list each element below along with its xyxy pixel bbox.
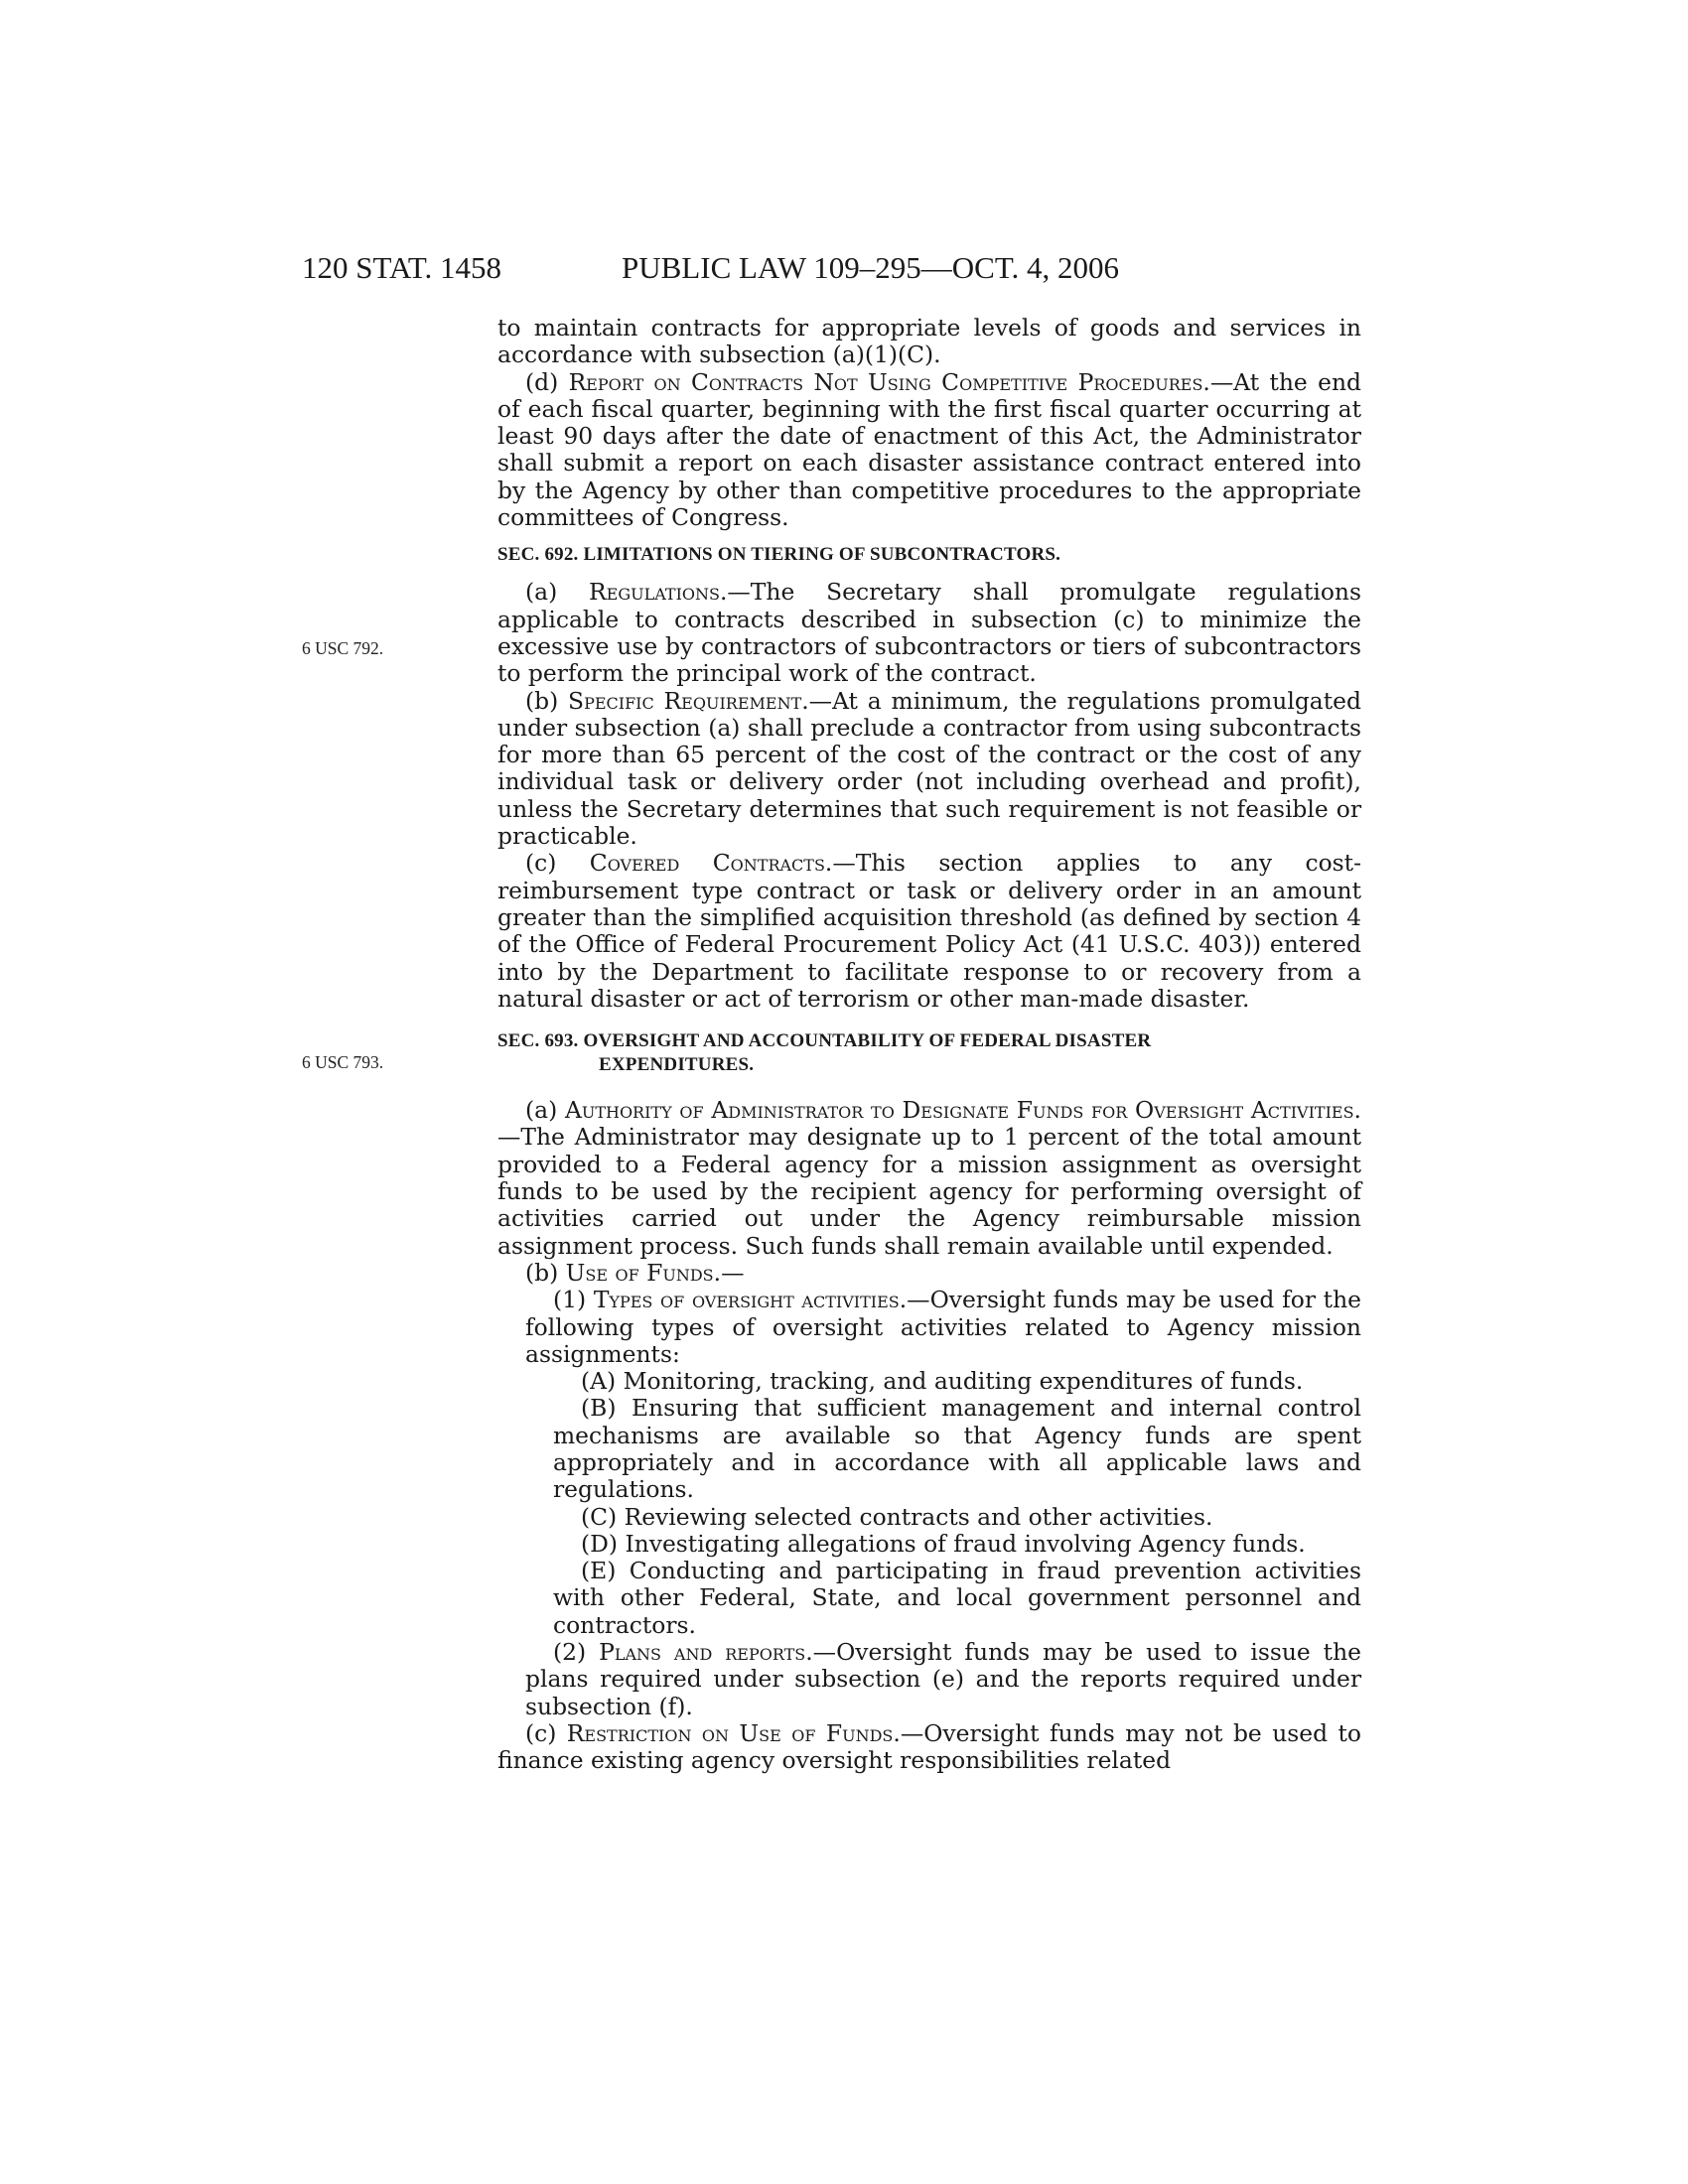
subparagraph-E: (E) Conducting and participating in fraud prevention activities with other Federal, State, and local government personnel and contractors. <box>553 1557 1361 1639</box>
margin-note-sec-693: 6 USC 793. <box>302 1052 384 1072</box>
subsection-marker: (d) <box>525 367 569 396</box>
subsection-d <box>497 369 1361 532</box>
paragraph-heading: Types of oversight activities. <box>593 1286 908 1314</box>
sec693-subsection-c <box>497 1720 1361 1775</box>
subparagraph-C: (C) Reviewing selected contracts and other activities. <box>581 1502 1213 1531</box>
paragraph-heading: Plans and reports. <box>599 1638 813 1667</box>
subsection-marker: (c) <box>525 1718 567 1747</box>
subsection-heading: Restriction on Use of Funds. <box>566 1718 901 1747</box>
section-692-heading: SEC. 692. LIMITATIONS ON TIERING OF SUBCONTRACTORS. <box>497 544 1061 566</box>
subsection-heading: Authority of Administrator to Designate Funds for Oversight Activities. <box>564 1096 1361 1125</box>
paragraph-marker: (1) <box>553 1286 594 1314</box>
subsection-marker: (a) <box>525 578 590 607</box>
subparagraph-B: (B) Ensuring that sufficient management and internal control mechanisms are available so that Agency funds are spent appropriately and in accordance with all applicable laws and regulations. <box>553 1394 1361 1504</box>
subsection-heading: Use of Funds. <box>565 1258 722 1287</box>
subsection-heading: Report on Contracts Not Using Competitive Procedures. <box>568 367 1210 396</box>
subsection-heading: Specific Requirement. <box>568 686 809 715</box>
sec693-subsection-b <box>497 1260 1361 1287</box>
sec692-subsection-a <box>497 579 1361 687</box>
margin-note-sec-692: 6 USC 792. <box>302 638 384 658</box>
subsection-heading: Regulations. <box>589 578 728 607</box>
stat-reference: 120 STAT. 1458 <box>302 250 502 285</box>
sec692-subsection-c <box>497 850 1361 1013</box>
paragraph-marker: (2) <box>553 1638 600 1667</box>
subsection-text: —The Secretary shall promulgate regulations applicable to contracts described in subsection (c) to minimize the excessive use by contractors of subcontractors or tiers of subcontractors to perform the principal work of the contract. <box>497 578 1361 688</box>
statute-body <box>497 315 1361 1775</box>
subsection-marker: (c) <box>525 849 590 878</box>
subsection-text: —At the end of each fiscal quarter, beginning with the first fiscal quarter occurring at least 90 days after the date of enactment of this Act, the Administrator shall submit a report on each disaster assistance contract entered into by the Agency by other than competitive procedures to the appropriate committees of Congress. <box>497 367 1361 532</box>
subsection-text: — <box>721 1258 745 1287</box>
subparagraph-A: (A) Monitoring, tracking, and auditing expenditures of funds. <box>581 1367 1304 1396</box>
paragraph-text: —Oversight funds may be used for the following types of oversight activities related to Agency mission assignments: <box>525 1286 1361 1368</box>
subsection-marker: (a) <box>525 1096 565 1125</box>
subsection-marker: (b) <box>525 686 569 715</box>
subsection-heading: Covered Contracts. <box>589 849 833 878</box>
paragraph-b1 <box>497 1287 1361 1368</box>
subsection-text: —At a minimum, the regulations promulgated under subsection (a) shall preclude a contractor from using subcontracts for more than 65 percent of the cost of the contract or the cost of any individual task or delivery order (not including overhead and profit), unless the Secretary determines that such requirement is not feasible or practicable. <box>497 686 1361 851</box>
subsection-text: —This section applies to any cost-reimbursement type contract or task or delivery order in an amount greater than the simplified acquisition threshold (as defined by section 4 of the Office of Federal Procurement Policy Act (41 U.S.C. 403)) entered into by the Department to facilitate response to or recovery from a natural disaster or act of terrorism or other man-made disaster. <box>497 849 1361 1013</box>
paragraph-text: —Oversight funds may be used to issue the plans required under subsection (e) and the reports required under subsection (f). <box>525 1638 1361 1720</box>
subsection-text: —Oversight funds may not be used to finance existing agency oversight responsibilities related <box>497 1718 1362 1775</box>
subparagraph-D: (D) Investigating allegations of fraud involving Agency funds. <box>581 1529 1306 1558</box>
sec693-subsection-a <box>497 1097 1361 1260</box>
page-header <box>0 250 1688 290</box>
section-693-heading <box>497 1029 1361 1077</box>
sec692-subsection-b <box>497 688 1361 851</box>
section-693-heading-line2: EXPENDITURES. <box>599 1054 755 1076</box>
continued-paragraph: to maintain contracts for appropriate levels of goods and services in accordance with subsection (a)(1)(C). <box>497 314 1361 369</box>
subsection-text: —The Administrator may designate up to 1 percent of the total amount provided to a Federal agency for a mission assignment as oversight funds to be used by the recipient agency for performing oversight of activities carried out under the Agency reimbursable mission assignment process. Such funds shall remain available until expended. <box>497 1123 1361 1260</box>
law-title: PUBLIC LAW 109–295—OCT. 4, 2006 <box>622 250 1119 285</box>
paragraph-b2 <box>497 1639 1361 1720</box>
section-693-heading-line1: SEC. 693. OVERSIGHT AND ACCOUNTABILITY OF FEDERAL DISASTER <box>497 1030 1152 1052</box>
subsection-marker: (b) <box>525 1258 566 1287</box>
